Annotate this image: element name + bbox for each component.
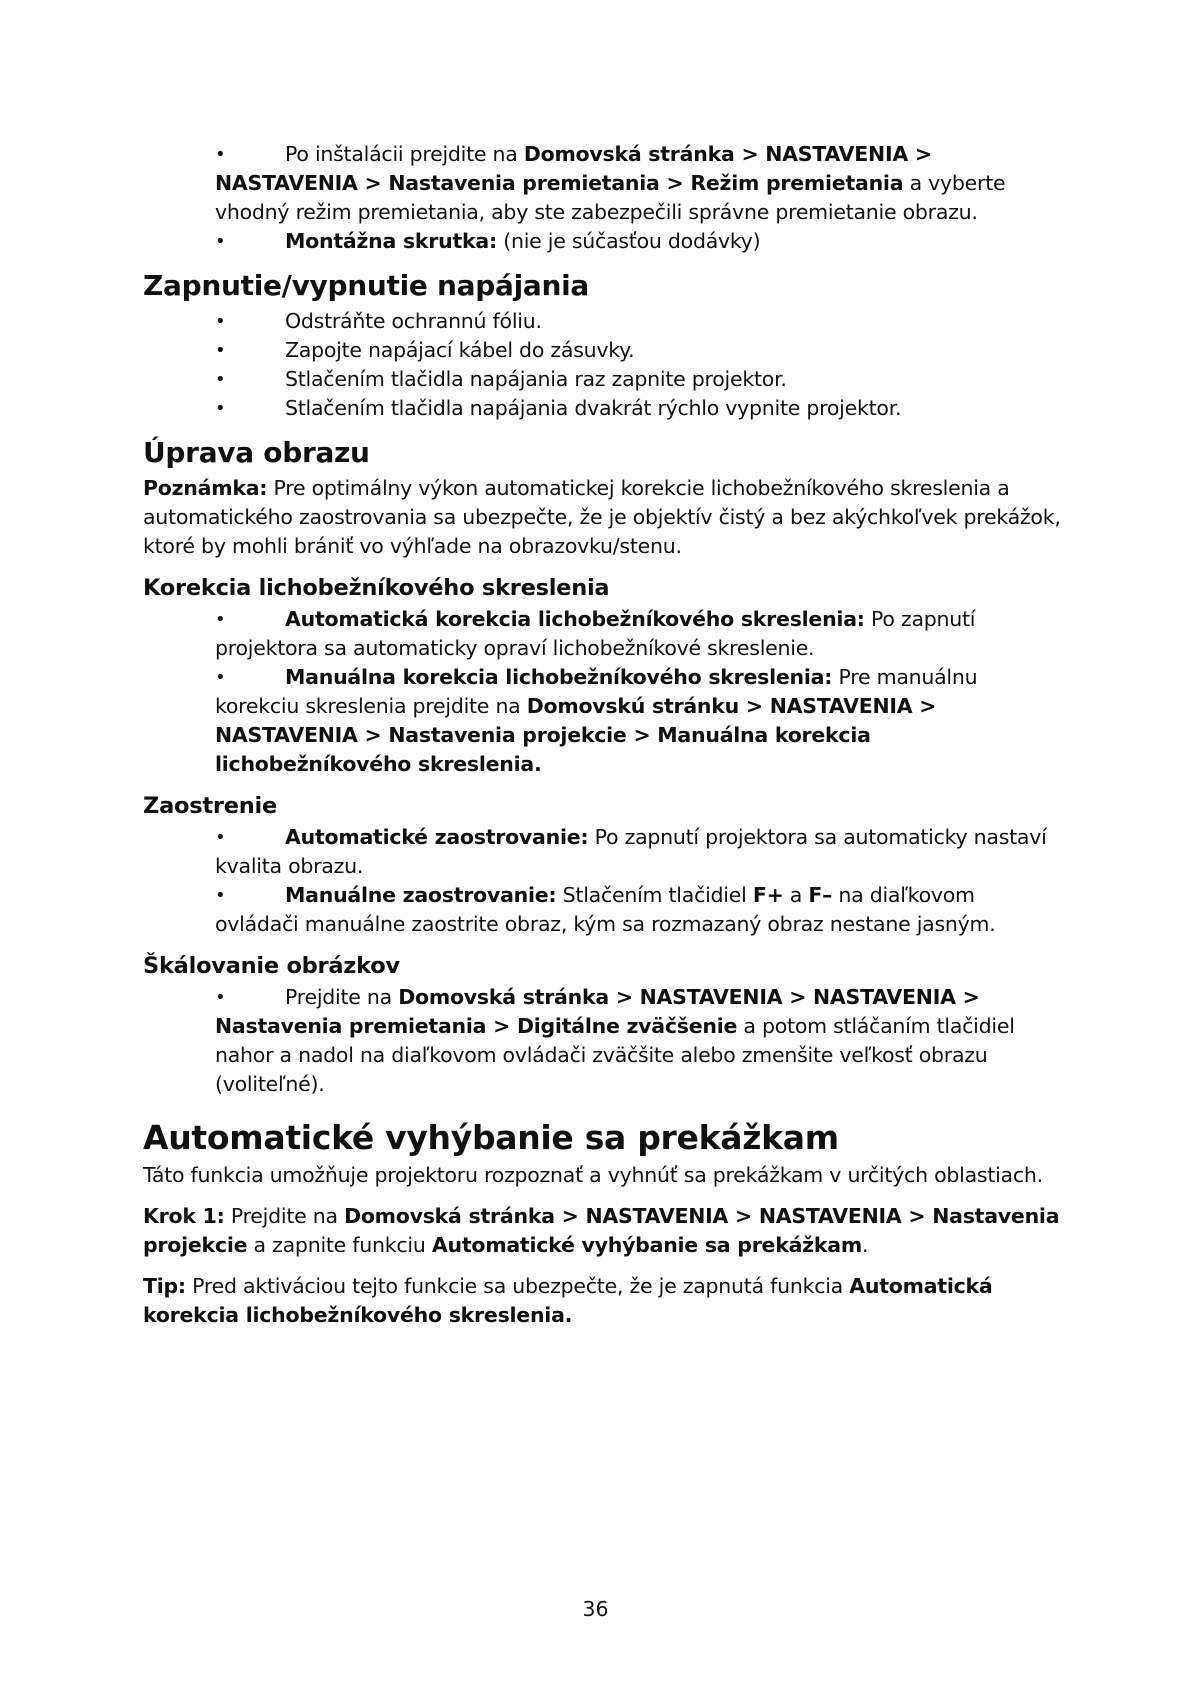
bullet-focus-auto: • Automatické zaostrovanie: Po zapnutí projektora sa automaticky nastaví kvalita obrazu. [215, 823, 1063, 881]
heading-power: Zapnutie/vypnutie napájania [143, 269, 590, 302]
obstacle-step-1: Krok 1: Prejdite na Domovská stránka > NASTAVENIA > NASTAVENIA > Nastavenia projekcie a zapnite funkciu Automatické vyhýbanie sa prekážkam. [143, 1204, 1060, 1257]
bullet-keystone-auto: • Automatická korekcia lichobežníkového skreslenia: Po zapnutí projektora sa automaticky opraví lichobežníkové skreslenie. [215, 605, 1063, 663]
bullet-power-3: • Stlačením tlačidla napájania raz zapnite projektor. [215, 365, 1063, 394]
bullet-mounting-screw: • Montážna skrutka: (nie je súčasťou dodávky) [215, 227, 1063, 256]
bullet-projection-mode: • Po inštalácii prejdite na Domovská stránka > NASTAVENIA > NASTAVENIA > Nastavenia premietania > Režim premietania a vyberte vhodný režim premietania, aby ste zabezpečili správne premietanie obrazu. [215, 140, 1063, 227]
bullet-focus-manual: • Manuálne zaostrovanie: Stlačením tlačidiel F+ a F– na diaľkovom ovládači manuálne zaostrite obraz, kým sa rozmazaný obraz nestane jasným. [215, 881, 1063, 939]
document-body [143, 140, 1063, 1330]
obstacle-intro: Táto funkcia umožňuje projektoru rozpoznať a vyhnúť sa prekážkam v určitých oblastiach. [143, 1163, 1043, 1187]
bullet-scaling: • Prejdite na Domovská stránka > NASTAVENIA > NASTAVENIA > Nastavenia premietania > Digitálne zväčšenie a potom stláčaním tlačidiel nahor a nadol na diaľkovom ovládači zväčšite alebo zmenšite veľkosť obrazu (voliteľné). [215, 983, 1063, 1099]
heading-keystone: Korekcia lichobežníkového skreslenia [143, 575, 610, 601]
note-paragraph: Poznámka: Pre optimálny výkon automatickej korekcie lichobežníkového skreslenia a automatického zaostrovania sa ubezpečte, že je objektív čistý a bez akýchkoľvek prekážok, ktoré by mohli brániť vo výhľade na obrazovku/stenu. [143, 476, 1061, 558]
heading-focus: Zaostrenie [143, 793, 277, 819]
page-number: 36 [582, 1597, 609, 1621]
bullet-power-2: • Zapojte napájací kábel do zásuvky. [215, 336, 1063, 365]
heading-image-adjust: Úprava obrazu [143, 436, 370, 469]
heading-scaling: Škálovanie obrázkov [143, 953, 400, 979]
menu-path-projection-mode: Domovská stránka > NASTAVENIA > NASTAVENIA > Nastavenia premietania > Režim premietania [215, 142, 932, 195]
heading-obstacle-avoidance: Automatické vyhýbanie sa prekážkam [143, 1118, 839, 1157]
bullet-power-1: • Odstráňte ochrannú fóliu. [215, 307, 1063, 336]
bullet-keystone-manual: • Manuálna korekcia lichobežníkového skreslenia: Pre manuálnu korekciu skreslenia prejdite na Domovskú stránku > NASTAVENIA > NASTAVENIA > Nastavenia projekcie > Manuálna korekcia lichobežníkového skreslenia. [215, 663, 1063, 779]
obstacle-tip: Tip: Pred aktiváciou tejto funkcie sa ubezpečte, že je zapnutá funkcia Automatická korekcia lichobežníkového skreslenia. [143, 1274, 993, 1327]
bullet-power-4: • Stlačením tlačidla napájania dvakrát rýchlo vypnite projektor. [215, 394, 1063, 423]
